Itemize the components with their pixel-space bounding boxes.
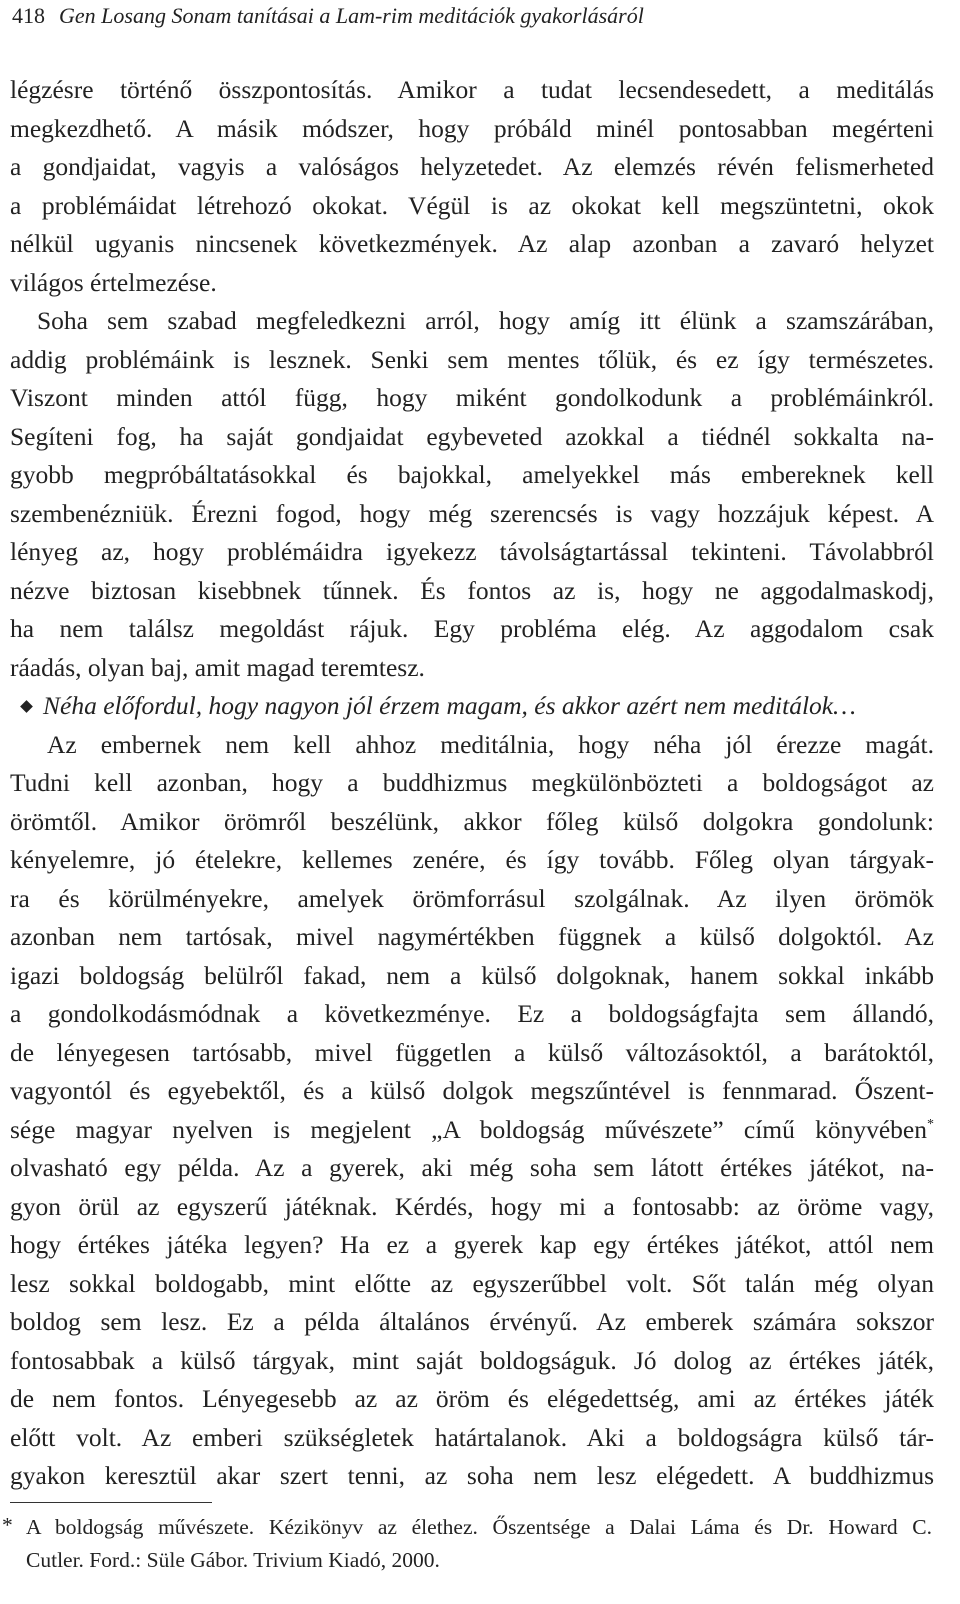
text-line: Viszont minden attól függ, hogy miként gondolkodunk a problémáinkról. — [10, 383, 934, 412]
text-line: gyon örül az egyszerű játéknak. Kérdés, hogy mi a fontosabb: az öröme vagy, — [10, 1191, 934, 1221]
text-line: örömtől. Amikor örömről beszélünk, akkor főleg külső dolgokra gondolunk: — [10, 806, 934, 836]
text-line: vagyontól és egyebektől, és a külső dolgok megszűntével is fennmarad. Őszent- — [10, 1076, 934, 1105]
text-line: igazi boldogság belülről fakad, nem a külső dolgoknak, hanem sokkal inkább — [10, 960, 934, 990]
footnote-text: A boldogság művészete. Kézikönyv az élethez. Őszentsége a Dalai Láma és Dr. Howard C. — [26, 1515, 932, 1539]
text-line: Soha sem szabad megfeledkezni arról, hogy amíg itt élünk a szamszárában, — [37, 306, 934, 335]
page-number: 418 — [12, 3, 45, 28]
text-line: kényelemre, jó ételekre, kellemes zenére, és így tovább. Főleg olyan tárgyak- — [10, 845, 934, 874]
text-line-with-footnote — [10, 1111, 934, 1150]
text-line: szembenézniük. Érezni fogod, hogy még szerencsés is vagy hozzájuk képest. A — [10, 498, 934, 528]
footnote-line — [0, 1511, 932, 1544]
question-text: Néha előfordul, hogy nagyon jól érzem magam, és akkor azért nem meditálok… — [43, 691, 856, 720]
question-heading — [10, 687, 934, 726]
text-line: olvasható egy példa. Az a gyerek, aki még soha sem látott értékes játékot, na- — [10, 1153, 934, 1182]
footnote-reference[interactable]: * — [927, 1116, 934, 1132]
footnote — [0, 1511, 932, 1577]
text-line: Segíteni fog, ha saját gondjaidat egybeveted azokkal a tiédnél sokkalta na- — [10, 421, 934, 451]
text-line: de lényegesen tartósabb, mivel független a külső változásoktól, a barátoktól, — [10, 1037, 934, 1067]
text-line: lesz sokkal boldogabb, mint előtte az egyszerűbbel volt. Sőt talán még olyan — [10, 1268, 934, 1298]
text-line: a gondjaidat, vagyis a valóságos helyzetedet. Az elemzés révén felismerheted — [10, 152, 934, 181]
text-line: azonban nem tartósak, mivel nagymértékben függnek a külső dolgoktól. Az — [10, 922, 934, 951]
running-header — [12, 2, 644, 30]
text-line: a gondolkodásmódnak a következménye. Ez a boldogságfajta sem állandó, — [10, 999, 934, 1028]
text-line: ráadás, olyan baj, amit magad teremtesz. — [10, 652, 425, 682]
text-line: nélkül ugyanis nincsenek következmények. Az alap azonban a zavaró helyzet — [10, 229, 934, 258]
text-line: gyakon keresztül akar szert tenni, az soha nem lesz elégedett. A buddhizmus — [10, 1461, 934, 1490]
text-line: ha nem találsz megoldást rájuk. Egy probléma elég. Az aggodalom csak — [10, 614, 934, 643]
body-text — [10, 71, 934, 1496]
text-line: Tudni kell azonban, hogy a buddhizmus megkülönbözteti a boldogságot az — [10, 768, 934, 797]
running-title: Gen Losang Sonam tanításai a Lam-rim meditációk gyakorlásáról — [59, 3, 644, 28]
text-line: hogy értékes játéka legyen? Ha ez a gyerek kap egy értékes játékot, attól nem — [10, 1230, 934, 1259]
text-line: addig problémáink is lesznek. Senki sem mentes tőlük, és ez így természetes. — [10, 344, 934, 374]
text-line: a problémáidat létrehozó okokat. Végül is az okokat kell megszüntetni, okok — [10, 190, 934, 220]
text-line: légzésre történő összpontosítás. Amikor a tudat lecsendesedett, a meditálás — [10, 75, 934, 104]
text-line: de nem fontos. Lényegesebb az az öröm és elégedettség, ami az értékes játék — [10, 1384, 934, 1413]
text-line: Az embernek nem kell ahhoz meditálnia, hogy néha jól érezze magát. — [47, 729, 934, 759]
footnote-marker: * — [2, 1513, 13, 1537]
text-line: boldog sem lesz. Ez a példa általános érvényű. Az emberek számára sokszor — [10, 1307, 934, 1336]
text-line: előtt volt. Az emberi szükségletek határtalanok. Aki a boldogságra külső tár- — [10, 1422, 934, 1452]
text-line: világos értelmezése. — [10, 267, 217, 297]
footnote-line: Cutler. Ford.: Süle Gábor. Trivium Kiadó, 2000. — [26, 1548, 440, 1572]
text-line-content: sége magyar nyelven is megjelent „A boldogság művészete” című könyvében — [10, 1114, 927, 1144]
text-line: nézve biztosan kisebbnek tűnnek. És fontos az is, hogy ne aggodalmaskodj, — [10, 575, 934, 605]
diamond-bullet-icon — [20, 700, 33, 713]
text-line: lényeg az, hogy problémáidra igyekezz távolságtartással tekinteni. Távolabbról — [10, 537, 934, 566]
text-line: gyobb megpróbáltatásokkal és bajokkal, amelyekkel más embereknek kell — [10, 460, 934, 489]
text-line: fontosabbak a külső tárgyak, mint saját boldogságuk. Jó dolog az értékes játék, — [10, 1345, 934, 1375]
footnote-divider — [10, 1502, 212, 1503]
text-line: ra és körülményekre, amelyek örömforrásul szolgálnak. Az ilyen örömök — [10, 883, 934, 913]
text-line: megkezdhető. A másik módszer, hogy próbáld minél pontosabban megérteni — [10, 113, 934, 143]
